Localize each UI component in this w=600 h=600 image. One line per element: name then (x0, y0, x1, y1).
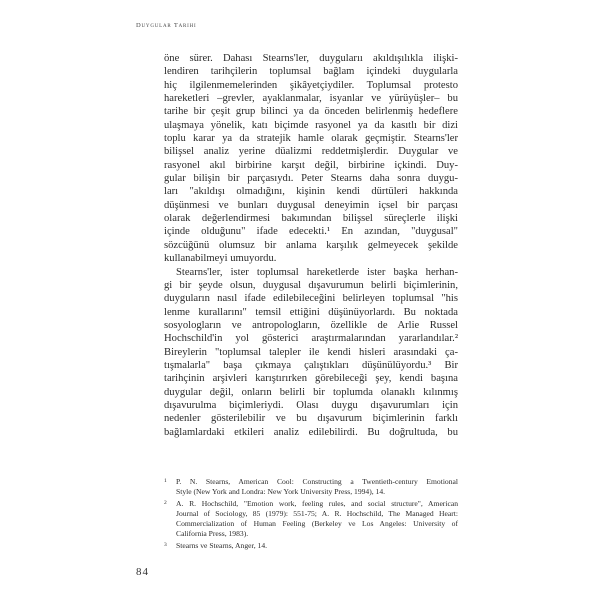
text-line: Stearns'ler, ister toplumsal hareketlerde ister başka herhan- (176, 266, 458, 278)
text-line: kullanabilmeyi umuyordu. (164, 253, 277, 265)
body-text (164, 52, 458, 439)
text-line: sosyologların ve antropologların, özellikle de Arlie Russel (164, 319, 458, 331)
text-line: öne sürer. Dahası Stearns'ler, duygularıı akıldışılıkla ilişki- (164, 53, 458, 64)
footnote-line: Journal of Sociology, 85 (1979): 551-75; A. R. Hochschild, The Managed Heart: (176, 508, 458, 518)
footnote-line: Commercialization of Human Feeling (Berkeley ve Los Angeles: University of (176, 518, 458, 528)
text-line: bilişsel analiz yerine düalizmi reddetmişlerdir. Duygular ve (164, 146, 458, 158)
text-line: tarihçinin arşivleri karıştırırken görebileceği şey, kendi başına (164, 373, 458, 385)
text-line: dışavurulma biçimleriydi. Olası duygu dışavurumları için (164, 399, 458, 411)
footnote-line: A. R. Hochschild, "Emotion work, feeling rules, and social structure", American (176, 498, 458, 508)
text-line: gular bilişin bir parçasıydı. Peter Stearns daha sonra duygu- (164, 173, 458, 185)
text-line: lenme kurallarını" temsil ettiğini düşünüyorlardı. Bu noktada (164, 306, 458, 318)
text-line: nedenler gösterilebilir ve bu dışavurum biçimlerinin farklı (164, 413, 458, 425)
text-line: içinde olduğunu" ifade edecekti.¹ En azından, "duygusal" (164, 226, 458, 238)
footnote (164, 499, 458, 539)
text-line: toplu karar ya da stratejik hamle olarak geçmiştir. Stearns'ler (164, 133, 458, 145)
text-line: duyguların nasıl ifade edilebileceğini belirleyen toplumsal "his (164, 293, 458, 305)
text-line: ları "akıldışı olmadığını, kişinin kendi dürtüleri hakkında (164, 186, 458, 198)
footnote (164, 541, 458, 551)
text-line: gi bir şeyde olsun, duygusal dışavurumun belirli biçimlerinin, (164, 279, 458, 291)
text-line: hareketleri –grevler, ayaklanmalar, isyanlar ve yürüyüşler– bu (164, 93, 458, 105)
text-line: tarihe bir çeşit grup bilinci ya da önceden belirlenmiş hedeflere (164, 106, 458, 118)
page-number: 84 (136, 566, 149, 578)
footnote-number: 3 (164, 541, 167, 548)
text-line: bağlamlardaki etkileri analiz edilebilirdi. Bu doğrultuda, bu (164, 426, 458, 438)
running-head: Duygular Tarihi (136, 22, 197, 29)
text-line: rasyonel akıl birbirine karşıt değil, birbirine içkindi. Duy- (164, 159, 458, 171)
footnote-line: P. N. Stearns, American Cool: Constructing a Twentieth-century Emotional (176, 477, 458, 486)
footnotes (164, 477, 458, 552)
text-line: duygular değil, onların belirli bir toplumda olanaklı kılınmış (164, 386, 458, 398)
footnote-number: 2 (164, 499, 167, 506)
text-line: düşünmesi ve bunları duygusal deneyimin içsel bir parçası (164, 199, 458, 211)
text-line: sözcüğünü olumsuz bir anlama karşılık gelmeyecek şekilde (164, 239, 458, 251)
footnote-number: 1 (164, 478, 167, 484)
text-line: Hochschild'in yol gösterici araştırmalarından yararlandılar.² (164, 333, 458, 345)
footnote (164, 477, 458, 497)
text-line: tışmalarla" başa çıkmaya çalıştıkları düşünülüyordu.³ Bir (164, 359, 458, 371)
text-line: lendiren tarihçilerin toplumsal bağlam içindeki duygularla (164, 66, 458, 78)
text-line: ulaşmaya yönelik, katı biçimde rasyonel ya da kasıtlı bir dizi (164, 119, 458, 131)
text-line: olarak değerlendirmesi bakımından bilişsel süreçlerle ilişki (164, 213, 458, 225)
footnote-line: Style (New York and Londra: New York University Press, 1994), 14. (176, 487, 386, 497)
text-line: hiç ilgilenmemelerinden şikâyetçiydiler. Toplumsal protesto (164, 79, 458, 91)
footnote-line: California Press, 1983). (176, 528, 249, 538)
text-line: Bireylerin "toplumsal talepler ile kendi hisleri arasındaki ça- (164, 346, 458, 358)
footnote-line: Stearns ve Stearns, Anger, 14. (176, 540, 268, 550)
